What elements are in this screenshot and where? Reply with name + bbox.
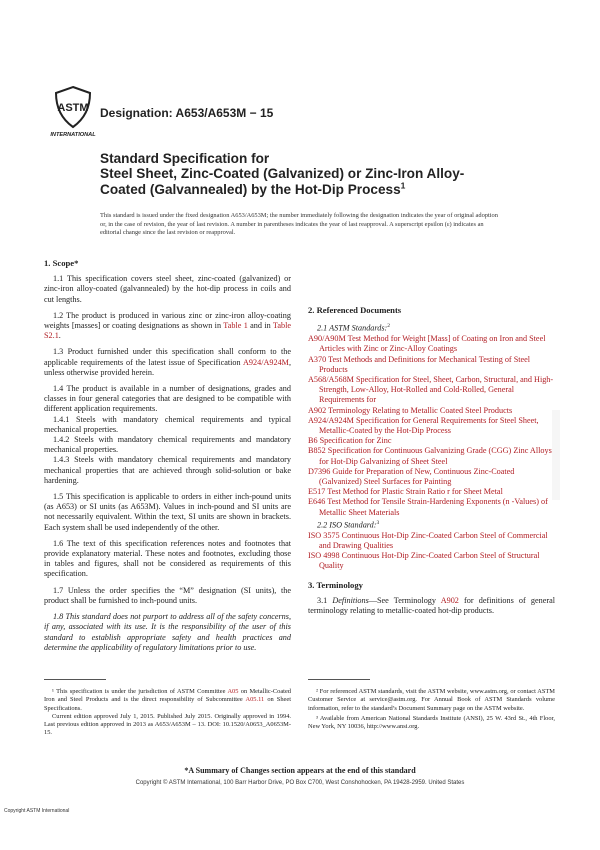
para-3-1-term: Definitions xyxy=(332,595,369,605)
scope-heading: 1. Scope* xyxy=(44,258,79,268)
title-line-2: Steel Sheet, Zinc-Coated (Galvanized) or Zinc-Iron Alloy- xyxy=(100,166,465,182)
link-a924[interactable]: A924/A924M xyxy=(243,357,289,367)
para-1-4-3: 1.4.3 Steels with mandatory chemical requirements and mandatory mechanical properties that are achieved through solid-solution or bake hardening. xyxy=(44,455,291,485)
footnote-1-end: on Sheet Specifications. xyxy=(44,696,291,712)
iso-reference-link[interactable]: ISO 4998 xyxy=(308,551,340,561)
astm-reference-link[interactable]: B6 xyxy=(308,436,318,446)
para-1-2 xyxy=(44,311,291,342)
iso-standard-footnote-mark: 3 xyxy=(376,519,380,526)
para-1-2-mid: and in xyxy=(247,321,273,331)
iso-reference-title[interactable]: Continuous Hot-Dip Zinc-Coated Carbon Steel of Commercial and Drawing Qualities xyxy=(319,530,548,550)
summary-of-changes-note: *A Summary of Changes section appears at the end of this standard xyxy=(184,766,416,775)
iso-standard-subheading xyxy=(317,518,555,531)
para-1-2-text: 1.2 The product is produced in various zinc or zinc-iron alloy-coating weights [masses] or coating designations as shown in xyxy=(44,310,291,331)
logo-text: INTERNATIONAL xyxy=(50,132,96,138)
astm-logo-icon xyxy=(50,85,96,139)
astm-reference-item xyxy=(308,355,555,375)
title-footnote-mark: 1 xyxy=(400,180,406,191)
astm-reference-link[interactable]: E517 xyxy=(308,487,326,497)
para-1-4-2: 1.4.2 Steels with mandatory chemical requirements and mandatory mechanical properties. xyxy=(44,435,291,455)
references-heading: 2. Referenced Documents xyxy=(308,305,402,315)
para-3-1 xyxy=(308,596,555,616)
astm-reference-list xyxy=(308,334,555,518)
para-1-3-text: 1.3 Product furnished under this specification shall conform to the applicable requirements of the latest issue of Specification xyxy=(44,347,291,367)
para-1-2-end: . xyxy=(58,331,61,341)
astm-reference-title[interactable]: Specification for General Requirements for Steel Sheet, Metallic-Coated by the Hot-Dip Process xyxy=(319,415,539,435)
para-3-1-end: for definitions of general terminology relating to metallic-coated hot-dip products. xyxy=(308,595,555,615)
astm-reference-item xyxy=(308,497,555,517)
iso-standard-label: 2.2 ISO Standard: xyxy=(317,520,377,530)
footnote-3: ³ Available from American National Standards Institute (ANSI), 25 W. 43rd St., 4th Floor, New York, NY 10036, http://www.ansi.org. xyxy=(308,714,555,731)
issued-note: This standard is issued under the fixed designation A653/A653M; the number immediately following the designation indicates the year of original adoption or, in the case of revision, the year of last revision. A number in parentheses indicates the year of last reapproval. A superscript epsilon (ε) indicates an editorial change since the last revision or reapproval. xyxy=(100,212,498,237)
footnotes-right xyxy=(308,688,555,731)
para-1-3-end: , unless otherwise provided herein. xyxy=(44,357,291,377)
astm-reference-item xyxy=(308,467,555,487)
footnote-rule-left xyxy=(44,679,106,680)
column-continuation-space xyxy=(308,258,555,305)
astm-reference-item xyxy=(308,487,555,497)
astm-reference-item xyxy=(308,416,555,436)
iso-reference-item xyxy=(308,551,555,571)
terminology-heading: 3. Terminology xyxy=(308,579,363,590)
iso-reference-item xyxy=(308,531,555,551)
small-copyright: Copyright ASTM International xyxy=(4,808,70,814)
astm-reference-title[interactable]: Test Method for Weight [Mass] of Coating on Iron and Steel Articles with Zinc or Zinc-Alloy Coatings xyxy=(319,334,546,354)
astm-reference-link[interactable]: D7396 xyxy=(308,466,331,476)
astm-reference-link[interactable]: A568/A568M xyxy=(308,374,354,384)
para-1-7: 1.7 Unless the order specifies the “M” designation (SI units), the product shall be furnished to inch-pound units. xyxy=(44,585,291,605)
link-table-s2-1[interactable]: Table S2.1 xyxy=(44,321,291,341)
iso-reference-title[interactable]: Continuous Hot-Dip Zinc-Coated Carbon Steel of Structural Quality xyxy=(319,551,540,571)
footnote-2: ² For referenced ASTM standards, visit the ASTM website, www.astm.org, or contact ASTM Customer Service at service@astm.org. For Annual Book of ASTM Standards volume information, refer to the standard’s Document Summary page on the ASTM website. xyxy=(308,688,555,712)
astm-reference-title[interactable]: Test Method for Tensile Strain-Hardening Exponents (n -Values) of Metallic Sheet Materials xyxy=(319,497,548,517)
astm-reference-item xyxy=(308,375,555,406)
astm-reference-title[interactable]: Specification for Steel, Sheet, Carbon, Structural, and High-Strength, Low-Alloy, Hot-Rolled and Cold-Rolled, General Requirements for xyxy=(319,374,554,405)
astm-reference-link[interactable]: B852 xyxy=(308,446,326,456)
para-1-4-1: 1.4.1 Steels with mandatory chemical requirements and typical mechanical properties. xyxy=(44,414,291,434)
astm-reference-title[interactable]: Test Method for Plastic Strain Ratio r for Sheet Metal xyxy=(325,487,503,497)
para-3-1-number: 3.1 xyxy=(317,595,333,605)
para-1-6: 1.6 The text of this specification references notes and footnotes that provide explanatory material. These notes and footnotes, excluding those in tables and figures, shall not be considered as requirements of this specification. xyxy=(44,538,291,579)
link-a05-11[interactable]: A05.11 xyxy=(245,696,265,704)
iso-reference-list xyxy=(308,531,555,572)
title-line-3-text: Coated (Galvannealed) by the Hot-Dip Process xyxy=(100,181,401,197)
astm-reference-title[interactable]: Guide for Preparation of New, Continuous Zinc-Coated (Galvanized) Steel Surfaces for Painting xyxy=(319,466,515,486)
para-3-1-text: —See Terminology xyxy=(368,595,441,605)
astm-reference-title[interactable]: Specification for Continuous Galvanizing Grade (CGG) Zinc Alloys for Hot-Dip Galvanizing of Sheet Steel xyxy=(319,446,552,466)
footnote-1-edition: Current edition approved July 1, 2015. Published July 2015. Originally approved in 1994. Last previous edition approved in 2013 as A653/A653M – 13. DOI: 10.1520/A0653_A0653M-15. xyxy=(44,712,291,737)
astm-reference-link[interactable]: A90/A90M xyxy=(308,334,346,344)
copyright-line: Copyright © ASTM International, 100 Barr Harbor Drive, PO Box C700, West Conshohocken, PA 19428-2959. United States xyxy=(135,780,465,786)
footnote-rule-right xyxy=(308,679,370,680)
astm-reference-item xyxy=(308,446,555,466)
iso-reference-link[interactable]: ISO 3575 xyxy=(308,530,340,540)
astm-reference-link[interactable]: A902 xyxy=(308,405,327,415)
astm-reference-link[interactable]: A924/A924M xyxy=(308,415,354,425)
astm-reference-item xyxy=(308,436,555,446)
para-1-3 xyxy=(44,347,291,378)
astm-logo xyxy=(50,85,96,139)
para-1-5: 1.5 This specification is applicable to orders in either inch-pound units (as A653) or SI units (as A653M). Values in inch-pound and SI units are not necessarily equivalent. Within the text, SI units are shown in brackets. Each system shall be used independently of the other. xyxy=(44,492,291,532)
footnote-1 xyxy=(44,688,291,713)
astm-reference-link[interactable]: E646 xyxy=(308,497,326,507)
astm-standards-label: 2.1 ASTM Standards: xyxy=(317,323,388,333)
astm-reference-title[interactable]: Terminology Relating to Metallic Coated Steel Products xyxy=(326,405,513,415)
title-line-3 xyxy=(100,182,520,197)
svg-text:ASTM: ASTM xyxy=(57,102,89,114)
footnote-1-text: ¹ This specification is under the jurisdiction of ASTM Committee xyxy=(52,688,228,695)
title-line-1: Standard Specification for xyxy=(100,151,270,166)
page-title xyxy=(100,151,520,197)
para-1-4: 1.4 The product is available in a number of designations, grades and classes in four general categories that are designed to be compatible with different application requirements. xyxy=(44,384,291,414)
astm-standards-footnote-mark: 2 xyxy=(387,323,391,330)
astm-reference-title[interactable]: Test Methods and Definitions for Mechanical Testing of Steel Products xyxy=(319,354,531,374)
link-a05[interactable]: A05 xyxy=(227,688,239,695)
link-table-1[interactable]: Table 1 xyxy=(223,321,248,331)
left-column xyxy=(44,258,291,659)
link-a902[interactable]: A902 xyxy=(440,595,459,605)
footnote-1-mid: on Metallic-Coated Iron and Steel Products and is the direct responsibility of Subcommittee xyxy=(44,688,291,704)
para-1-1: 1.1 This specification covers steel sheet, zinc-coated (galvanized) or zinc-iron alloy-coated (galvannealed) by the hot-dip process in coils and cut lengths. xyxy=(44,274,291,304)
designation: Designation: A653/A653M − 15 xyxy=(100,106,274,120)
astm-reference-item xyxy=(308,406,555,416)
para-1-8: 1.8 This standard does not purport to address all of the safety concerns, if any, associated with its use. It is the responsibility of the user of this standard to establish appropriate safety and health practices and determine the applicability of regulatory limitations prior to use. xyxy=(44,612,291,652)
astm-reference-item xyxy=(308,334,555,354)
right-column xyxy=(308,258,555,622)
footnotes-left xyxy=(44,688,291,738)
astm-standards-subheading xyxy=(317,321,555,334)
astm-reference-link[interactable]: A370 xyxy=(308,354,327,364)
astm-reference-title[interactable]: Specification for Zinc xyxy=(317,436,392,446)
side-watermark xyxy=(552,410,560,500)
